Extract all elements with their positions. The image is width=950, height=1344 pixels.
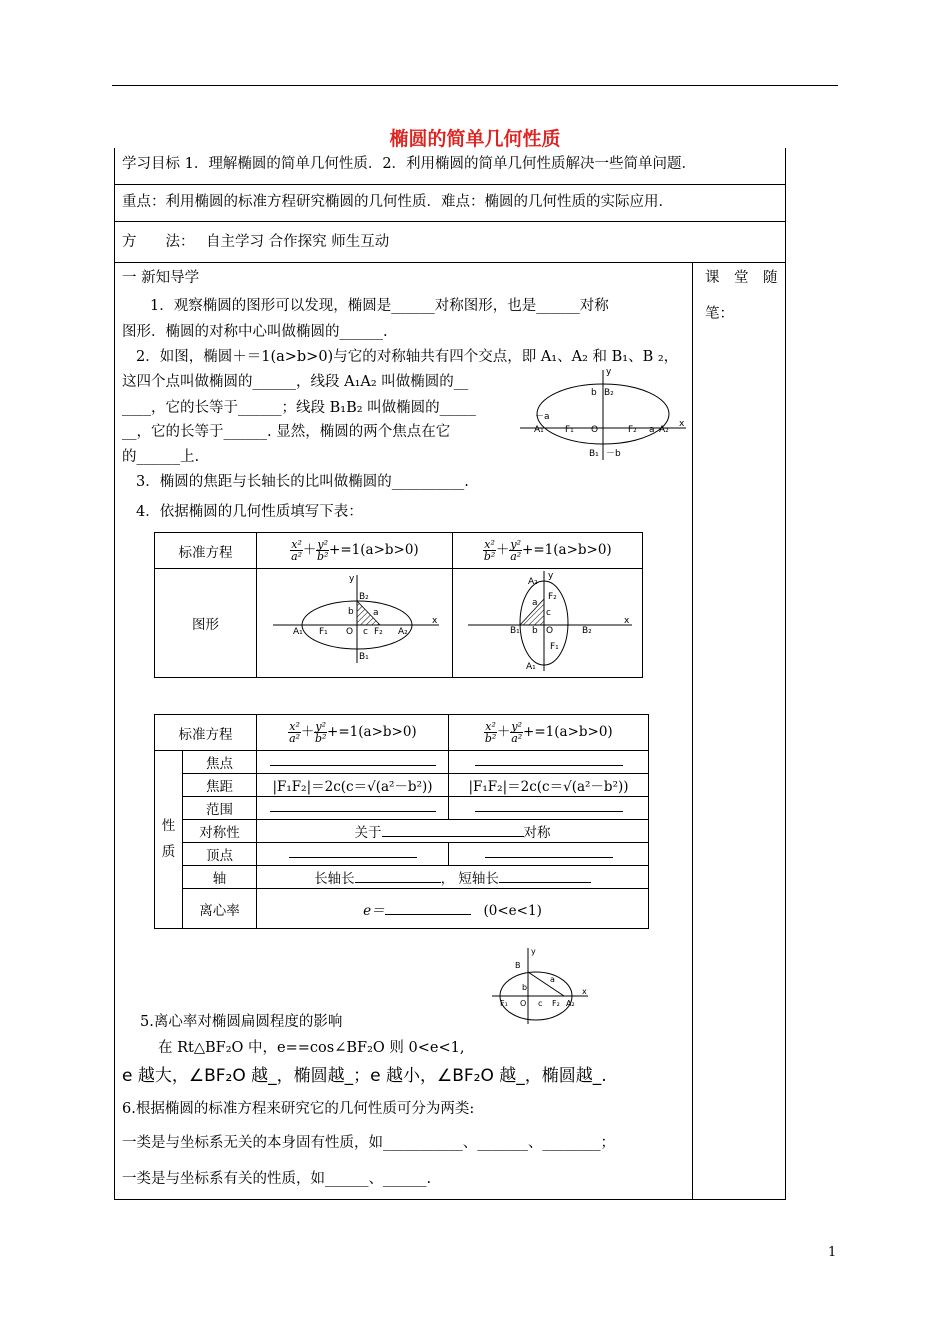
row-label-vertex: 顶点 bbox=[183, 843, 257, 866]
label-a: a bbox=[649, 425, 655, 435]
page-number: 1 bbox=[828, 1245, 837, 1260]
ellipse-diagram-1 bbox=[516, 364, 692, 464]
method-label: 方 法： bbox=[122, 234, 195, 250]
group-label-bottom: 质 bbox=[161, 843, 176, 860]
question-1: 1．观察椭圆的图形可以发现，椭圆是______对称图形，也是______对称 bbox=[150, 298, 609, 314]
fig2-a2: A₂ bbox=[527, 577, 538, 587]
side-note-title: 课 堂 随 bbox=[705, 270, 778, 286]
section-heading: 一 新知导学 bbox=[122, 270, 200, 286]
fig3-c: c bbox=[538, 999, 543, 1008]
fig3-x: x bbox=[582, 987, 587, 996]
row-label-axis: 轴 bbox=[183, 866, 257, 889]
axis-label-y: y bbox=[606, 367, 612, 377]
method-text: 自主学习 合作探究 师生互动 bbox=[206, 234, 390, 250]
row-label-range: 范围 bbox=[183, 797, 257, 820]
axis-long-label: 长轴长 bbox=[314, 871, 355, 887]
eq1-tail: +=1(a>b>0) bbox=[329, 542, 419, 559]
table2-label-equation: 标准方程 bbox=[155, 715, 257, 751]
horizontal-ellipse-figure bbox=[267, 571, 443, 671]
question-2: 2．如图，椭圆＋＝1(a>b>0)与它的对称轴共有四个交点，即 A₁、A₂ 和 B₁、B ₂， bbox=[136, 349, 679, 365]
fig3-b-top: B bbox=[515, 961, 521, 970]
focus-blank-2[interactable] bbox=[449, 751, 649, 774]
fig3-b: b bbox=[522, 983, 528, 992]
ecc-post: (0<e<1) bbox=[483, 902, 542, 919]
range-blank-1[interactable] bbox=[257, 797, 449, 820]
fig2-c: c bbox=[545, 608, 551, 618]
question-2-line2: 这四个点叫做椭圆的______，线段 A₁A₂ 叫做椭圆的__ bbox=[122, 374, 469, 390]
section6-line2: 一类是与坐标系有关的性质，如______、______. bbox=[122, 1171, 432, 1187]
fig1-y: y bbox=[348, 574, 354, 584]
column-divider bbox=[692, 262, 693, 1200]
fig1-f1: F₁ bbox=[318, 627, 328, 637]
fig1-b1: B₁ bbox=[358, 652, 369, 662]
table2-eq1: $\frac{\text{x²}}{\text{a²}}$ ＋ $\frac{\text{y²}}{\text{b²}}$ +=1(a>b>0) bbox=[257, 715, 449, 751]
ellipse-diagram-3 bbox=[488, 944, 592, 1026]
label-a1: A₁ bbox=[534, 425, 544, 435]
row-divider bbox=[114, 184, 786, 185]
fig1-x: x bbox=[431, 616, 437, 626]
question-1-cont: 图形．椭圆的对称中心叫做椭圆的______. bbox=[122, 324, 388, 340]
fig3-f2: F₂ bbox=[552, 999, 560, 1008]
axis-label-x: x bbox=[679, 419, 685, 429]
t2-eq2-tail: +=1(a>b>0) bbox=[523, 724, 613, 741]
table2-group-label bbox=[155, 751, 183, 929]
fig2-a: a bbox=[531, 598, 538, 608]
fig3-f1: F₁ bbox=[500, 999, 508, 1008]
section6-line1: 一类是与坐标系无关的本身固有性质，如___________、_______、________； bbox=[122, 1135, 615, 1151]
vertex-blank-2[interactable] bbox=[449, 843, 649, 866]
label-neg-b: －b bbox=[606, 449, 621, 459]
t2-eq1-tail: +=1(a>b>0) bbox=[327, 724, 417, 741]
page-title: 椭圆的简单几何性质 bbox=[389, 128, 561, 150]
fig2-b2: B₂ bbox=[581, 626, 592, 636]
section5-line1: 在 Rt△BF₂O 中，e==cos∠BF₂O 则 0<e<1, bbox=[158, 1040, 465, 1056]
learning-goal: 学习目标 1．理解椭圆的简单几何性质．2．利用椭圆的简单几何性质解决一些简单问题． bbox=[122, 156, 697, 172]
label-b1: B₁ bbox=[589, 449, 599, 459]
fig2-a1: A₁ bbox=[525, 662, 536, 672]
fig3-a-vertex: A₂ bbox=[566, 999, 575, 1008]
eccentricity-cell bbox=[257, 889, 649, 929]
focus-blank-1[interactable] bbox=[257, 751, 449, 774]
table1-figure-horizontal bbox=[257, 569, 453, 678]
axis-cell bbox=[257, 866, 649, 889]
section5-heading: 5.离心率对椭圆扁圆程度的影响 bbox=[140, 1014, 343, 1030]
group-label-top: 性 bbox=[161, 817, 176, 834]
fig3-a: a bbox=[550, 975, 555, 984]
fig3-o: O bbox=[520, 999, 527, 1008]
table1-eq2: $\frac{\text{x²}}{\text{b²}}$ ＋ $\frac{\text{y²}}{\text{a²}}$ +=1(a>b>0) bbox=[453, 533, 643, 569]
row-label-focus: 焦点 bbox=[183, 751, 257, 774]
header-rule bbox=[112, 85, 838, 86]
side-note-label: 笔： bbox=[705, 306, 734, 322]
vertex-blank-1[interactable] bbox=[257, 843, 449, 866]
fig1-a1: A₁ bbox=[292, 627, 303, 637]
question-2-line3: ____，它的长等于______；线段 B₁B₂ 叫做椭圆的_____ bbox=[122, 400, 476, 416]
row-divider bbox=[114, 221, 786, 222]
row-label-eccentricity: 离心率 bbox=[183, 889, 257, 929]
label-f2: F₂ bbox=[628, 425, 637, 435]
symmetry-blank[interactable] bbox=[382, 825, 524, 837]
question-4: 4．依据椭圆的几何性质填写下表： bbox=[136, 504, 363, 520]
row-label-focal-distance: 焦距 bbox=[183, 774, 257, 797]
fig3-y: y bbox=[531, 947, 536, 956]
axis-short-label: 短轴长 bbox=[458, 871, 499, 887]
fig1-o: O bbox=[345, 627, 353, 637]
row-divider bbox=[114, 262, 786, 263]
fig2-f2: F₂ bbox=[547, 592, 557, 602]
label-a2: A₂ bbox=[659, 425, 669, 435]
table1-label-equation: 标准方程 bbox=[155, 533, 257, 569]
label-f1: F₁ bbox=[565, 425, 574, 435]
question-2-line5: 的______上. bbox=[122, 449, 200, 465]
fig2-y: y bbox=[547, 571, 553, 581]
row-label-symmetry: 对称性 bbox=[183, 820, 257, 843]
eq2-tail: +=1(a>b>0) bbox=[522, 542, 612, 559]
label-b2: B₂ bbox=[604, 388, 614, 398]
label-o: O bbox=[591, 425, 599, 435]
fig1-b2: B₂ bbox=[358, 592, 369, 602]
symmetry-pre: 关于 bbox=[354, 825, 382, 841]
question-3: 3．椭圆的焦距与长轴长的比叫做椭圆的__________. bbox=[136, 474, 469, 490]
fig2-b1: B₁ bbox=[509, 626, 520, 636]
fig1-c: c bbox=[362, 627, 368, 637]
vertical-ellipse-figure bbox=[460, 569, 636, 673]
fig1-f2: F₂ bbox=[373, 627, 383, 637]
range-blank-2[interactable] bbox=[449, 797, 649, 820]
fig1-a2: A₂ bbox=[397, 627, 408, 637]
axis-long-blank[interactable] bbox=[355, 871, 441, 883]
focal-distance-2: |F₁F₂|＝2c(c＝√(a²－b²)) bbox=[449, 774, 649, 797]
table1-figure-vertical bbox=[453, 569, 643, 678]
axis-separator: ， bbox=[440, 871, 455, 887]
fig2-x: x bbox=[623, 616, 629, 626]
property-table bbox=[154, 714, 649, 929]
table1-eq1: $\frac{\text{x²}}{\text{a²}}$ ＋ $\frac{\text{y²}}{\text{b²}}$ +=1(a>b>0) bbox=[257, 533, 453, 569]
symmetry-cell bbox=[257, 820, 649, 843]
fig2-f1: F₁ bbox=[549, 642, 559, 652]
fig1-a: a bbox=[372, 608, 379, 618]
fig2-o: O bbox=[545, 626, 553, 636]
table2-eq2: $\frac{\text{x²}}{\text{b²}}$ ＋ $\frac{\text{y²}}{\text{a²}}$ +=1(a>b>0) bbox=[449, 715, 649, 751]
question-2-line4: __，它的长等于______. 显然，椭圆的两个焦点在它 bbox=[122, 424, 451, 440]
fig2-b: b bbox=[531, 626, 538, 636]
graph-table bbox=[154, 532, 643, 678]
key-points: 重点：利用椭圆的标准方程研究椭圆的几何性质．难点：椭圆的几何性质的实际应用． bbox=[122, 194, 673, 210]
focal-distance-1: |F₁F₂|＝2c(c＝√(a²－b²)) bbox=[257, 774, 449, 797]
fig1-b: b bbox=[347, 607, 354, 617]
symmetry-post: 对称 bbox=[523, 825, 551, 841]
table1-label-figure: 图形 bbox=[155, 569, 257, 678]
section5-line2: e 越大，∠BF₂O 越_，椭圆越_；e 越小，∠BF₂O 越_，椭圆越_. bbox=[122, 1066, 607, 1086]
ecc-blank[interactable] bbox=[385, 903, 471, 915]
axis-short-blank[interactable] bbox=[499, 871, 591, 883]
ecc-pre: e＝ bbox=[363, 902, 385, 919]
section6-heading: 6.根据椭圆的标准方程来研究它的几何性质可分为两类: bbox=[122, 1101, 475, 1117]
label-neg-a: －a bbox=[535, 412, 550, 422]
label-b: b bbox=[591, 388, 597, 398]
